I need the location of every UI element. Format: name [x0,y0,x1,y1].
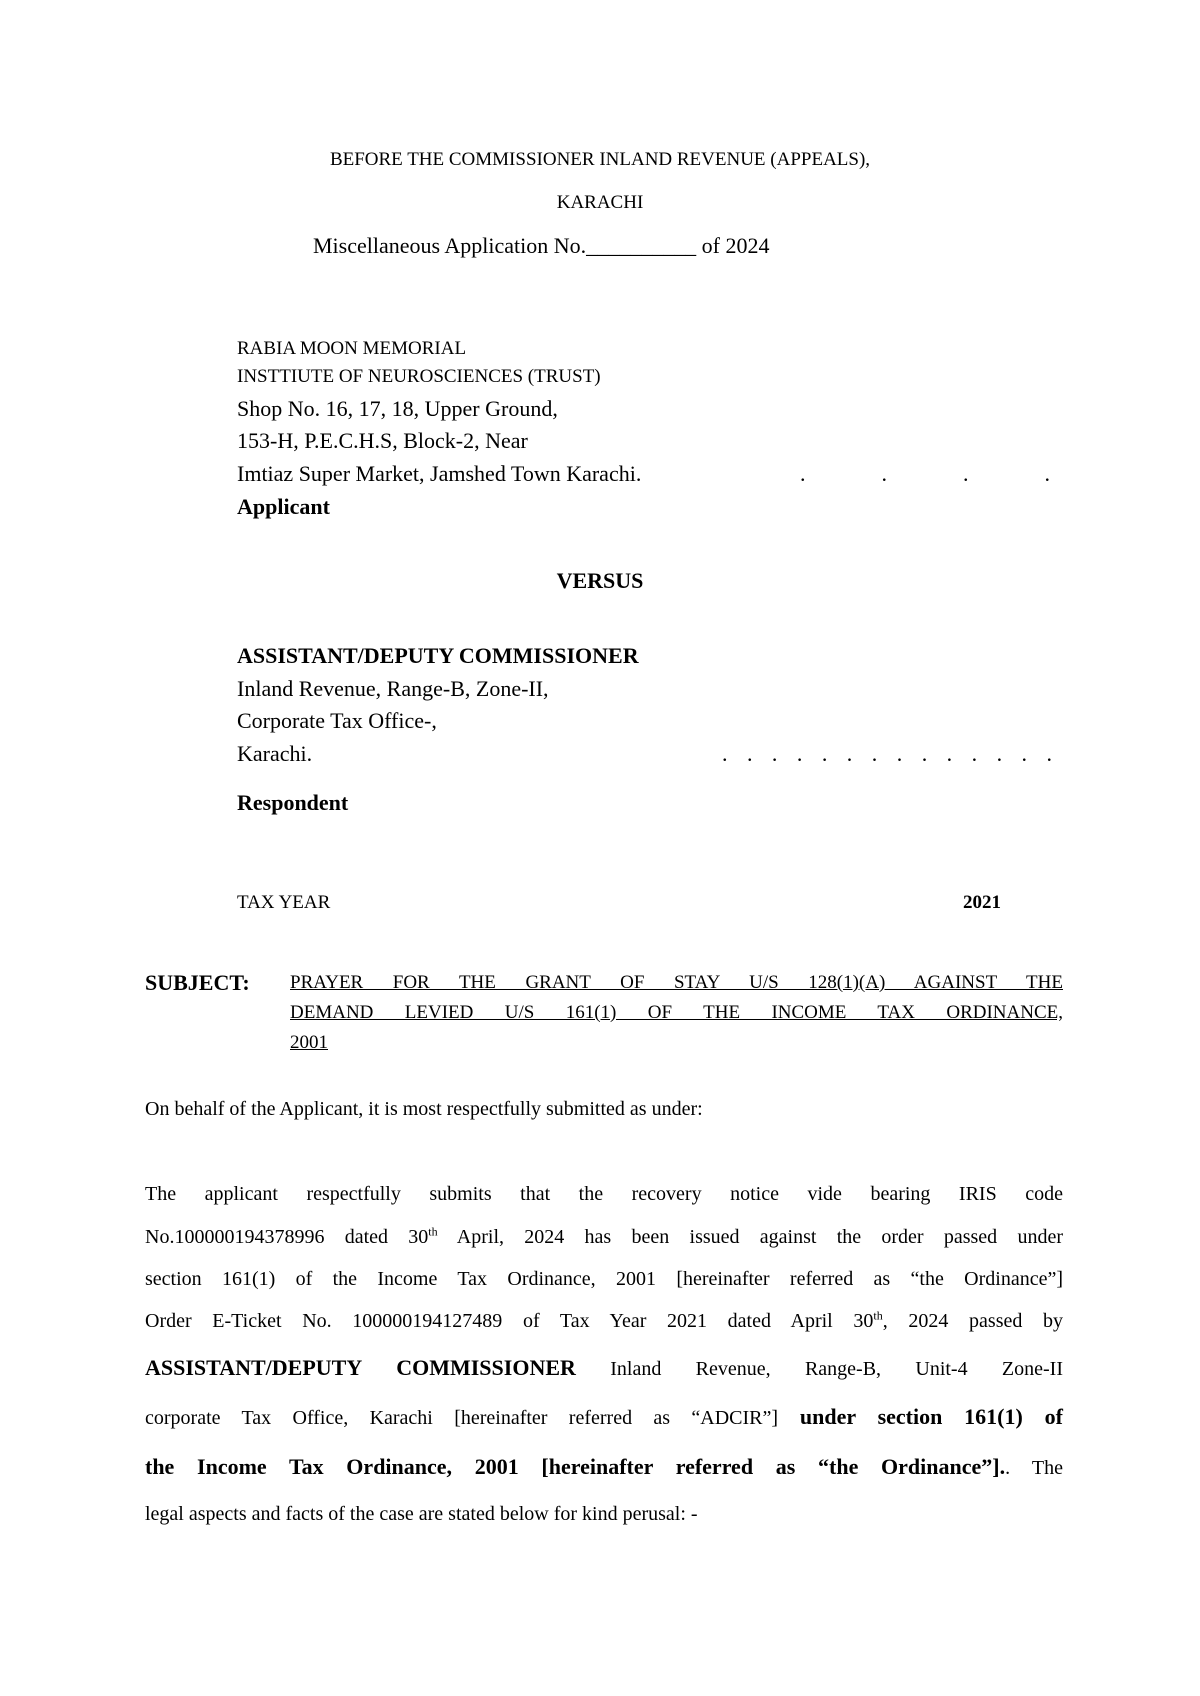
respondent-line2: Corporate Tax Office-, [237,708,437,733]
body-line-7-end: . The [1005,1457,1064,1479]
court-location: KARACHI [556,192,644,213]
applicant-address-line2: 153-H, P.E.C.H.S, Block-2, Near [237,428,528,453]
subject-label: SUBJECT: [145,970,250,995]
body-line-5 [145,1355,1063,1381]
body-line-2-superscript: th [428,1224,438,1239]
body-line-8: legal aspects and facts of the case are stated below for kind perusal: - [145,1503,698,1525]
body-line-4-superscript: th [873,1308,883,1323]
respondent-leader-dots: . . . . . . . . . . . . . . [722,741,1052,766]
body-line-3: section 161(1) of the Income Tax Ordinance, 2001 [hereinafter referred as “the Ordinance”] [145,1268,1063,1290]
body-line-4-end: , 2024 passed by [882,1310,1064,1332]
body-line-7-bold: the Income Tax Ordinance, 2001 [hereinafter referred as “the Ordinance”]. [145,1454,1006,1479]
applicant-leader-dots: . . . . [800,461,1050,486]
subject-line3: 2001 [290,1032,328,1053]
applicant-address-line1: Shop No. 16, 17, 18, Upper Ground, [237,396,558,421]
application-year: of 2024 [696,233,770,258]
tax-year-label: TAX YEAR [237,892,331,913]
body-line-4 [145,1310,1063,1333]
applicant-role-label: Applicant [237,494,330,519]
body-line-5-bold: ASSISTANT/DEPUTY COMMISSIONER [145,1355,576,1380]
versus-heading: VERSUS [556,568,644,593]
body-line-4-start: Order E-Ticket No. 100000194127489 of Tax Year 2021 dated April 30 [145,1310,874,1332]
subject-line2: DEMAND LEVIED U/S 161(1) OF THE INCOME TAX ORDINANCE, [290,1002,1063,1023]
respondent-line1: Inland Revenue, Range-B, Zone-II, [237,676,549,701]
applicant-name-line1: RABIA MOON MEMORIAL [237,338,467,359]
body-line-1: The applicant respectfully submits that the recovery notice vide bearing IRIS code [145,1183,1063,1205]
subject-line1: PRAYER FOR THE GRANT OF STAY U/S 128(1)(A) AGAINST THE [290,972,1063,993]
body-line-7 [145,1454,1063,1480]
body-line-6-start: corporate Tax Office, Karachi [hereinafter referred as “ADCIR”] [145,1407,779,1429]
intro-paragraph: On behalf of the Applicant, it is most respectfully submitted as under: [145,1098,703,1120]
respondent-title: ASSISTANT/DEPUTY COMMISSIONER [237,643,639,668]
body-line-2-start: No.100000194378996 dated 30 [145,1226,429,1248]
body-line-2 [145,1226,1063,1249]
body-line-2-end: April, 2024 has been issued against the order passed under [437,1226,1063,1248]
application-prefix: Miscellaneous Application No. [313,233,587,258]
applicant-name-line2: INSTTIUTE OF NEUROSCIENCES (TRUST) [237,366,601,387]
application-blank: __________ [586,233,697,258]
body-line-6-bold: under section 161(1) of [778,1404,1063,1429]
respondent-line3: Karachi. [237,741,313,766]
applicant-address-line3: Imtiaz Super Market, Jamshed Town Karachi. [237,461,642,486]
respondent-role-label: Respondent [237,790,349,815]
body-line-5-rest: Inland Revenue, Range-B, Unit-4 Zone-II [575,1358,1063,1380]
application-number-line [313,233,769,259]
court-heading: BEFORE THE COMMISSIONER INLAND REVENUE (APPEALS), [329,149,871,170]
body-line-6 [145,1404,1063,1430]
tax-year-value: 2021 [963,892,1001,913]
